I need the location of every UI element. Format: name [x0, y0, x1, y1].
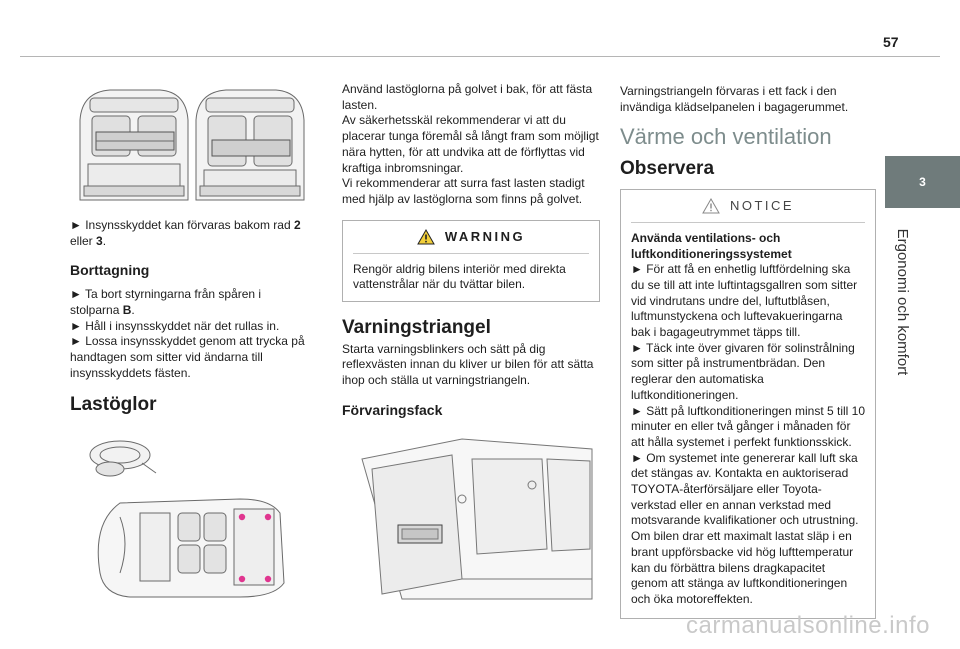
varme-ventilation-heading: Värme och ventilation: [620, 124, 832, 150]
removal-step-1-end: .: [131, 302, 135, 317]
page-number: 57: [883, 34, 899, 50]
notice-header: [631, 198, 865, 223]
pillar-b-ref: B: [122, 302, 132, 317]
notice-box: [620, 189, 876, 619]
column-1: [70, 80, 306, 603]
anchor-points-illustration: [70, 433, 306, 603]
varningstriangel-heading: Varningstriangel: [342, 317, 491, 339]
chapter-tab: 3: [885, 156, 960, 208]
triangle-storage-image: [342, 429, 600, 609]
intro-text-a: Insynsskyddet kan förvaras bakom rad: [81, 218, 294, 232]
row-2-ref: 2: [294, 218, 301, 232]
warning-box: [342, 220, 600, 302]
rear-cargo-view-image: [70, 80, 306, 205]
notice-bullet-1: ► För att få en enhetlig luftfördelning ska du se till att inte luftintagsgallren som sitter vid vindrutans undre del, luftutblåsen, luftmunstyckena och luftevakueringarna bak i bagageutrymmet täpps till.: [631, 262, 858, 340]
removal-heading: Borttagning: [70, 262, 150, 279]
chapter-title-vertical: [884, 222, 920, 382]
warning-text: Rengör aldrig bilens interiör med direkta vattenstrålar när du tvättar bilen.: [353, 261, 566, 292]
notice-label: NOTICE: [729, 197, 795, 213]
notice-triangle-icon: [702, 198, 720, 214]
removal-step-3: ► Lossa insynsskyddet genom att trycka på handtagen som sitter vid ändarna till insynsskyddets fästen.: [70, 334, 305, 380]
anchor-point-marker: [239, 514, 245, 520]
chapter-title-text: Ergonomi och komfort: [894, 228, 911, 376]
notice-bullet-4: ► Om systemet inte genererar kall luft ska det stängas av. Kontakta en auktoriserad TOYOTA-återförsäljare eller Toyota-verkstad eller en annan verkstad med motsvarande kvalifikationer och utrustning.: [631, 450, 859, 528]
bullet-arrow: ►: [70, 218, 82, 232]
anchor-point-marker: [265, 576, 271, 582]
col2-para-2: Av säkerhetsskäl rekommenderar vi att du placerar tunga föremål så långt fram som möjligt nära hytten, för att undvika att de förflyttas vid kraftiga inbromsningar.: [342, 113, 599, 175]
removal-step-2: ► Håll i insynsskyddet när det rullas in.: [70, 318, 280, 333]
notice-paragraph: Om bilen drar ett maximalt lastat släp i en brant uppförsbacke vid hög lufttemperatur kan du förbättra bilens dragkapacitet genom att stänga av luftkonditioneringen och öka motoreffekten.: [631, 529, 854, 606]
varningstriangel-text: Starta varningsblinkers och sätt på dig reflexvästen innan du kliver ur bilen för att sätta ihop och ställa ut varningstriangeln.: [342, 341, 594, 388]
removal-step-1: [70, 287, 306, 318]
watermark: carmanualsonline.info: [686, 612, 930, 639]
notice-bullet-3: ► Sätt på luftkonditioneringen minst 5 till 10 minuter en eller två gånger i månaden för att hålla systemet i perfekt funktionsskick.: [631, 403, 866, 449]
lastoglor-heading: Lastöglor: [70, 394, 157, 416]
col2-para-1: Använd lastöglorna på golvet i bak, för att fästa lasten.: [342, 82, 593, 112]
warning-triangle-icon: [417, 229, 435, 245]
anchor-point-marker: [239, 576, 245, 582]
anchor-point-marker: [265, 514, 271, 520]
column-3: [620, 84, 876, 619]
warning-label: WARNING: [444, 228, 526, 244]
notice-title: Använda ventilations- och luftkonditioneringssystemet: [631, 230, 792, 261]
col2-para-3: Vi rekommenderar att surra fast lasten stadigt med hjälp av lastöglorna som finns på golvet.: [342, 176, 585, 206]
forvaringsfack-heading: Förvaringsfack: [342, 401, 443, 418]
col3-para-1: Varningstriangeln förvaras i ett fack i den invändiga klädselpanelen i bagagerummet.: [620, 84, 849, 114]
column-2: [342, 82, 602, 609]
intro-paragraph: [70, 218, 306, 249]
header-rule: [20, 56, 940, 57]
row-3-ref: 3: [96, 233, 103, 248]
warning-header: [353, 229, 589, 254]
intro-text-c: .: [102, 233, 107, 248]
cargo-cover-illustration: [70, 80, 306, 205]
tie-down-diagram-image: [70, 433, 306, 603]
notice-bullet-2: ► Täck inte över givaren för solinstrålning som sitter på instrumentbrädan. Den reglerar den automatiska luftkonditioneringen.: [631, 340, 855, 402]
storage-compartment-illustration: [342, 429, 602, 609]
intro-text-b: eller: [70, 233, 97, 248]
removal-step-1-text: ► Ta bort styrningarna från spåren i stolparna: [70, 287, 262, 317]
observera-heading: Observera: [620, 158, 715, 180]
